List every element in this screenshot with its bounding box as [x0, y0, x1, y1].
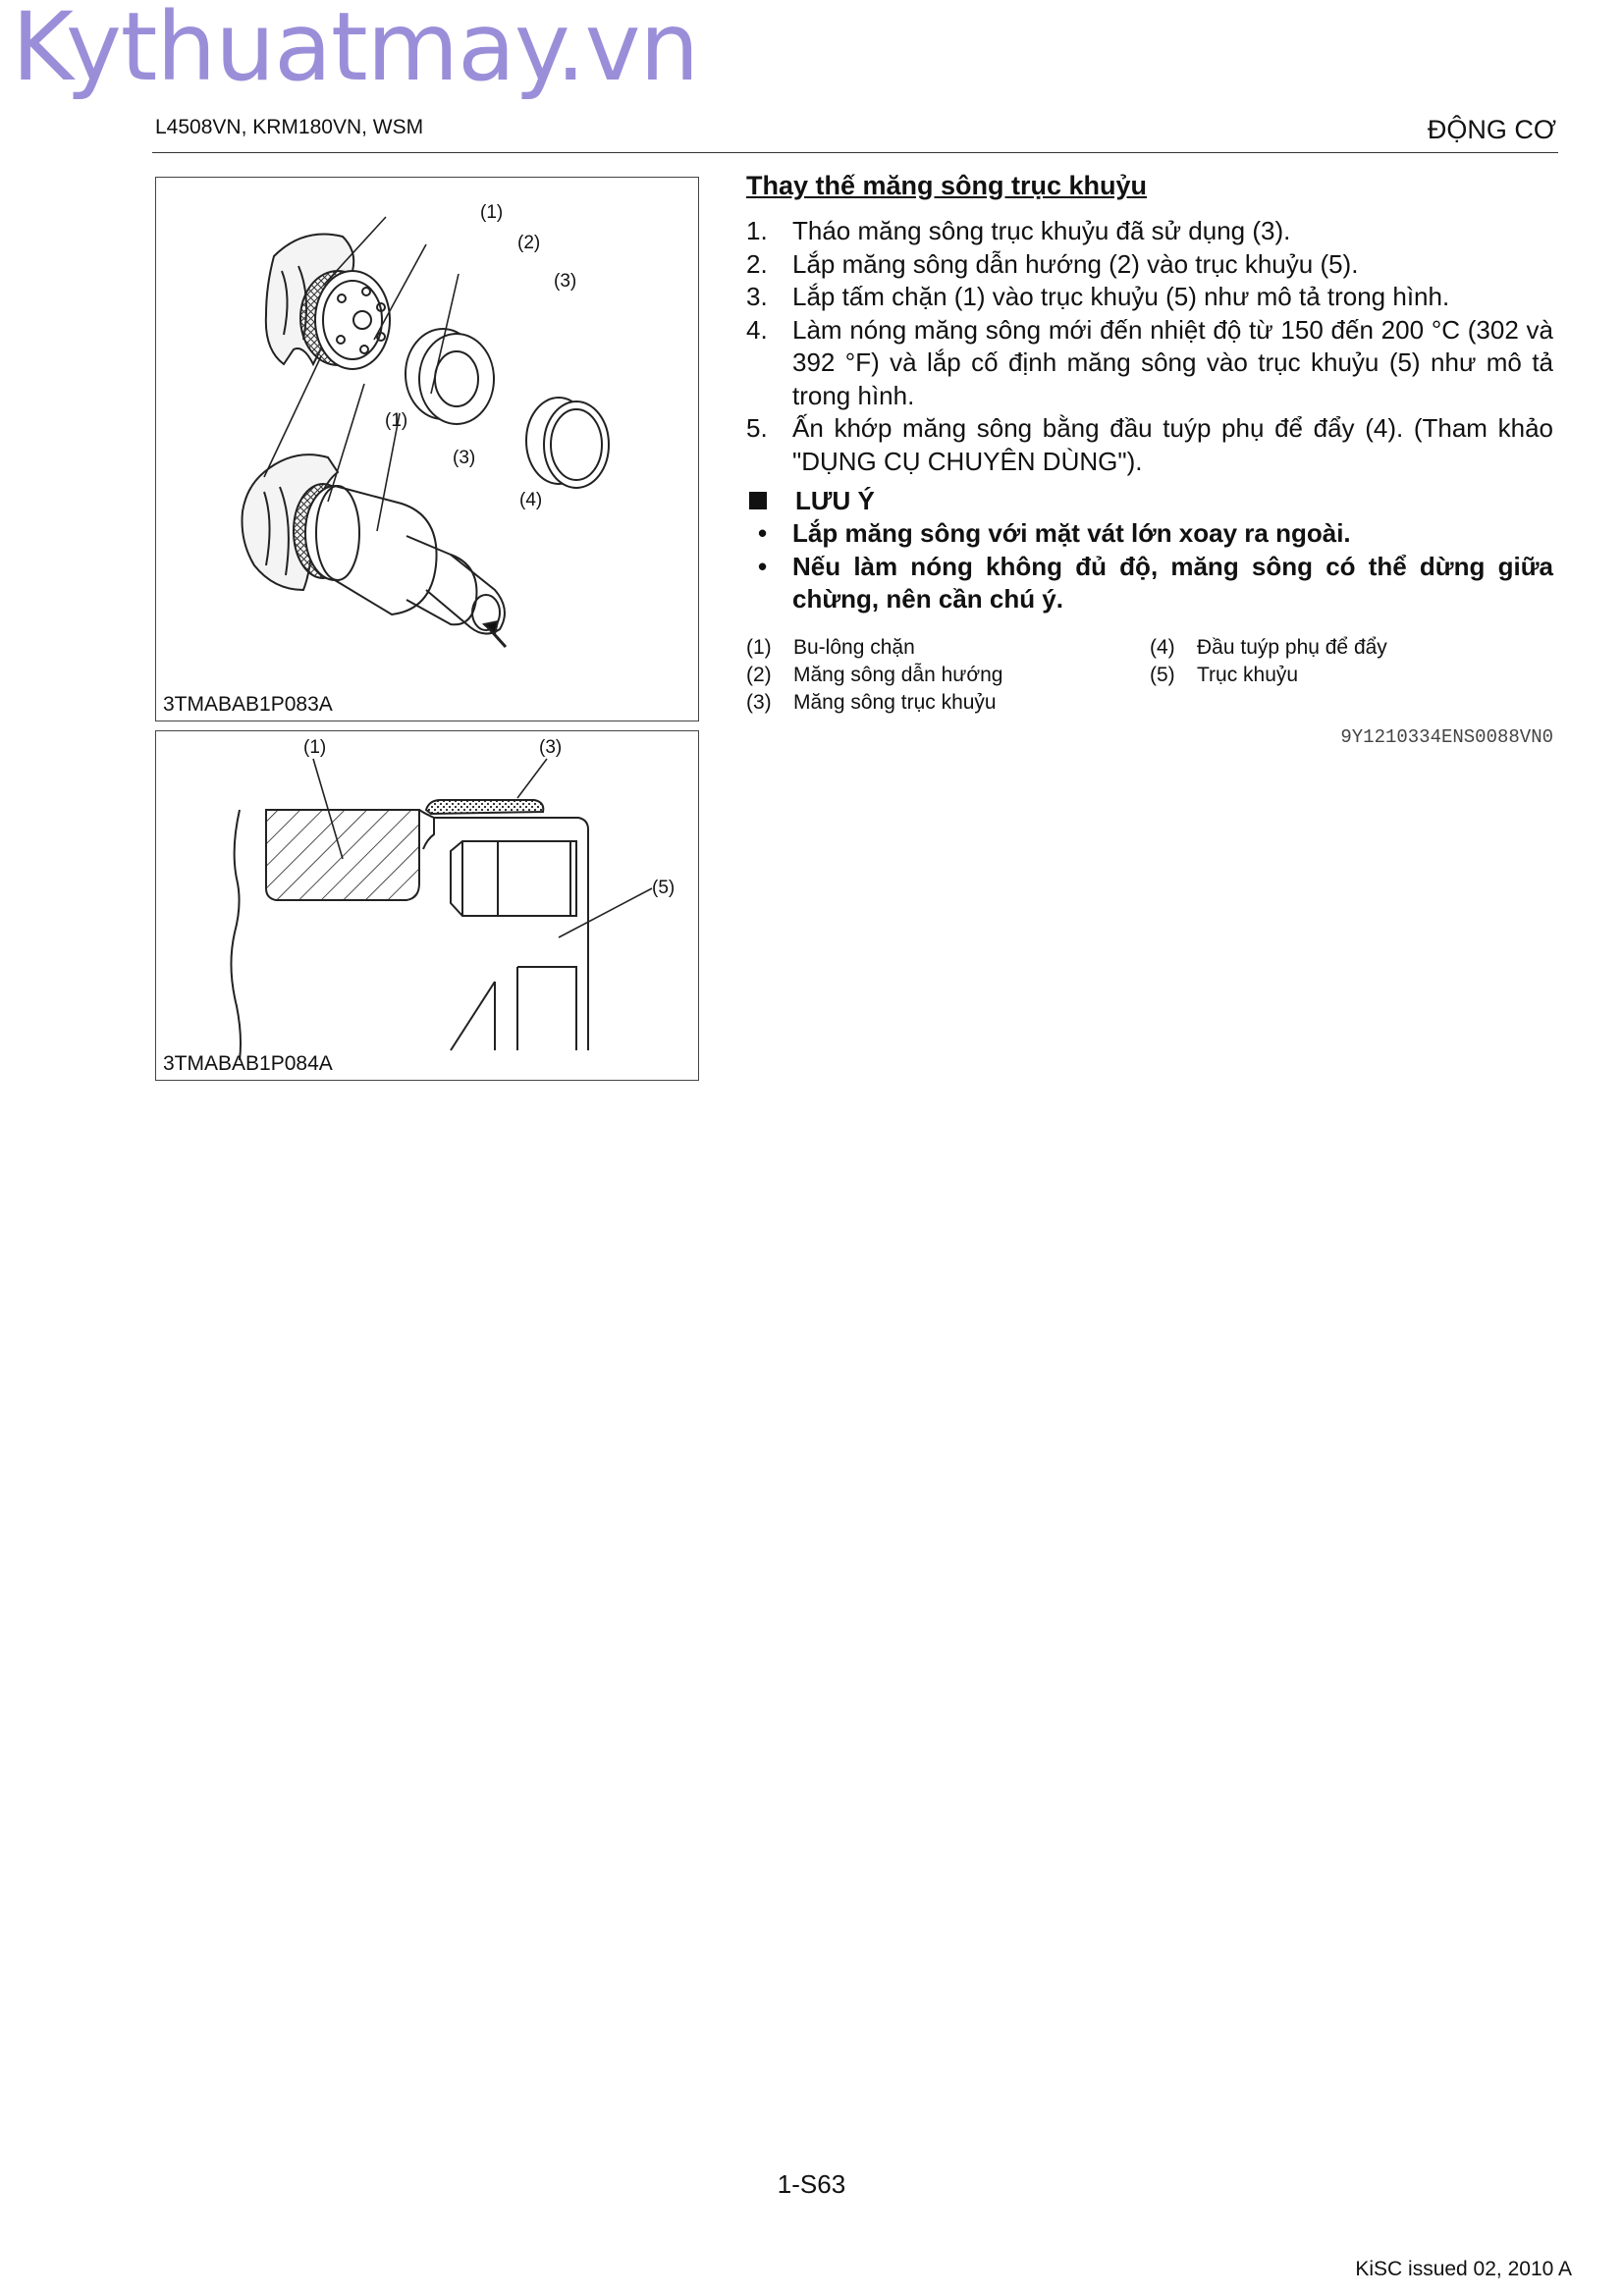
fig2-callout-3: (3) — [539, 737, 563, 758]
legend-item: (4) Đầu tuýp phụ để đẩy — [1150, 635, 1387, 659]
header-model: L4508VN, KRM180VN, WSM — [155, 116, 424, 138]
fig1-callout-3: (3) — [554, 271, 577, 292]
parts-legend — [746, 634, 1553, 717]
note-item: • Nếu làm nóng không đủ độ, măng sông có thể dừng giữa chừng, nên cần chú ý. — [746, 551, 1553, 616]
procedure-section — [746, 169, 1553, 748]
document-id: 9Y1210334ENS0088VN0 — [1340, 725, 1553, 748]
figure-code: 3TMABAB1P084A — [163, 1052, 333, 1075]
legend-item: (5) Trục khuỷu — [1150, 663, 1299, 686]
step-item: 3. Lắp tấm chặn (1) vào trục khuỷu (5) như mô tả trong hình. — [746, 282, 1450, 312]
fig2-callout-1: (1) — [303, 737, 327, 758]
legend-item: (1) Bu-lông chặn — [746, 635, 915, 659]
bullet-icon: • — [758, 551, 768, 581]
figure-code: 3TMABAB1P083A — [163, 693, 333, 716]
fig1-callout-1: (1) — [480, 202, 504, 223]
fig2-callout-5: (5) — [652, 878, 676, 898]
header-rule — [152, 152, 1558, 153]
issue-note: KiSC issued 02, 2010 A — [1355, 2258, 1572, 2280]
note-list — [746, 517, 1553, 616]
step-item: 4. Làm nóng măng sông mới đến nhiệt độ từ 150 đến 200 °C (302 và 392 °F) và lắp cố định măng sông vào trục khuỷu (5) như mô tả trong hình. — [746, 314, 1553, 410]
note-heading — [746, 484, 1553, 517]
note-title: LƯU Ý — [795, 486, 875, 516]
figure-crankshaft-sleeve-assembly — [155, 177, 699, 721]
step-list — [746, 215, 1553, 478]
fig1-callout-3b: (3) — [453, 448, 476, 468]
header-section: ĐỘNG CƠ — [1427, 115, 1556, 144]
step-item: 2. Lắp măng sông dẫn hướng (2) vào trục khuỷu (5). — [746, 248, 1359, 279]
fig1-callout-2: (2) — [517, 233, 541, 253]
square-bullet-icon — [749, 492, 767, 509]
figure-sleeve-cross-section — [155, 730, 699, 1081]
crankshaft-sleeve-illustration — [156, 178, 698, 721]
section-title: Thay thế măng sông trục khuỷu — [746, 171, 1148, 200]
fig1-callout-4: (4) — [519, 490, 543, 510]
legend-item: (2) Măng sông dẫn hướng — [746, 663, 1003, 686]
note-item: • Lắp măng sông với mặt vát lớn xoay ra ngoài. — [746, 517, 1553, 551]
sleeve-section-illustration — [156, 731, 698, 1080]
legend-item: (3) Măng sông trục khuỷu — [746, 690, 997, 714]
step-item: 5. Ấn khớp măng sông bằng đầu tuýp phụ để đẩy (4). (Tham khảo "DỤNG CỤ CHUYÊN DÙNG"). — [746, 413, 1553, 476]
page-number: 1-S63 — [777, 2169, 846, 2199]
step-item: 1. Tháo măng sông trục khuỷu đã sử dụng (3). — [746, 216, 1291, 246]
bullet-icon: • — [758, 518, 768, 549]
watermark-logo: Kythuatmay.vn — [12, 0, 699, 102]
fig1-callout-1b: (1) — [385, 410, 408, 431]
